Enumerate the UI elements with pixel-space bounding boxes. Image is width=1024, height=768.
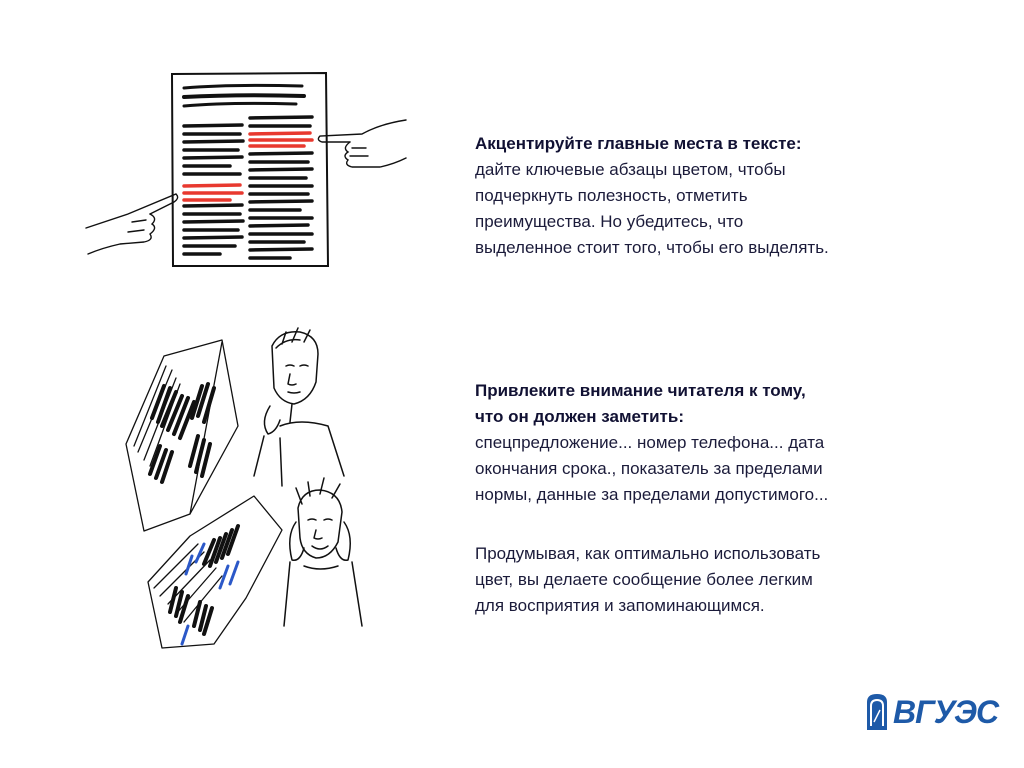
- readers-with-newspapers-illustration: [104, 326, 464, 676]
- section1-line: подчеркнуть полезность, отметить: [475, 186, 748, 205]
- logo-text: ВГУЭС: [893, 694, 999, 730]
- section1-line: преимущества. Но убедитесь, что: [475, 212, 744, 231]
- section3-line: Продумывая, как оптимально использовать: [475, 544, 821, 563]
- section3-line: цвет, вы делаете сообщение более легким: [475, 570, 813, 589]
- reader-man-lower: [284, 478, 362, 626]
- section2-line: окончания срока., показатель за пределами: [475, 459, 823, 478]
- section2-line: спецпредложение... номер телефона... дата: [475, 433, 825, 452]
- vgues-logo: [864, 690, 999, 734]
- pointing-hand-right: [318, 120, 406, 167]
- newspaper-lower-text: [170, 526, 238, 634]
- newspaper-lower: [148, 496, 282, 648]
- section2-line: нормы, данные за пределами допустимого...: [475, 485, 829, 504]
- newspaper-upper-text: [150, 384, 214, 482]
- section1-line: выделенное стоит того, чтобы его выделять.: [475, 238, 829, 257]
- section2-heading: что он должен заметить:: [475, 407, 684, 426]
- section1-line: дайте ключевые абзацы цветом, чтобы: [475, 160, 786, 179]
- newspaper-lower-blue-text: [182, 544, 238, 644]
- section3-line: для восприятия и запоминающимся.: [475, 596, 765, 615]
- attention-section: [475, 378, 965, 508]
- reader-man-upper: [254, 328, 344, 486]
- highlight-left: [184, 185, 242, 200]
- university-emblem-icon: [864, 692, 890, 732]
- highlight-right: [250, 133, 312, 146]
- highlighted-document-illustration: [80, 68, 412, 270]
- pointing-hand-left: [86, 194, 178, 254]
- section2-heading: Привлеките внимание читателя к тому,: [475, 381, 806, 400]
- section1-heading: Акцентируйте главные места в тексте:: [475, 134, 802, 153]
- emphasis-section: [475, 131, 965, 261]
- conclusion-section: [475, 541, 965, 619]
